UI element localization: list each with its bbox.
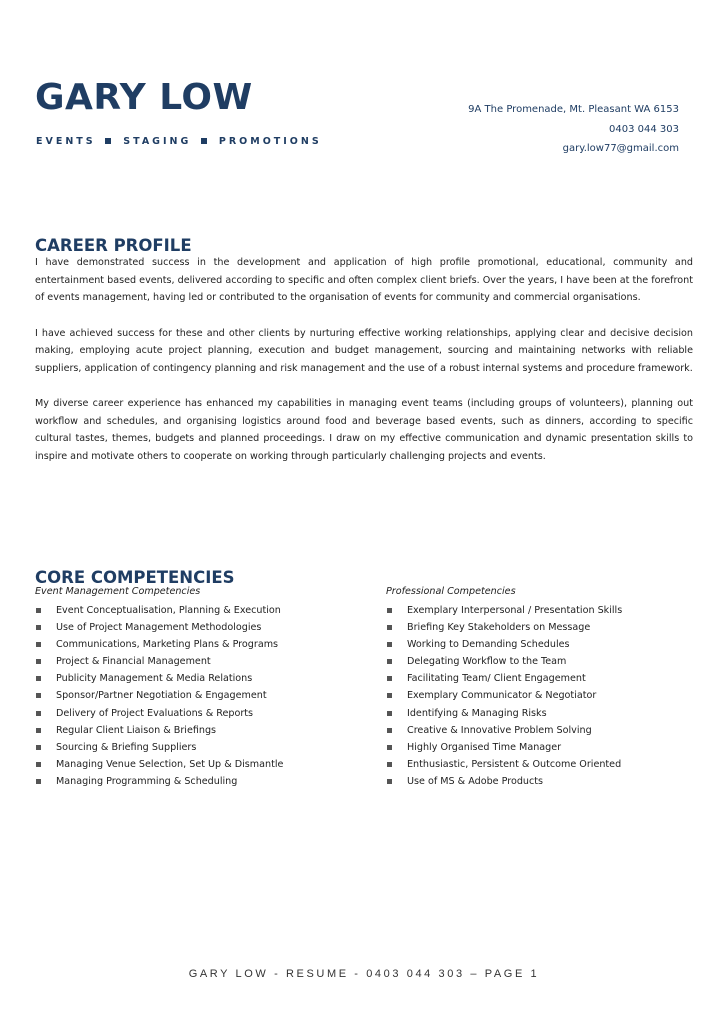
core-competencies-heading: CORE COMPETENCIES xyxy=(35,568,235,587)
square-bullet-icon xyxy=(387,608,392,613)
list-item xyxy=(35,705,365,722)
list-item xyxy=(35,619,365,636)
list-item xyxy=(35,602,365,619)
list-item xyxy=(35,670,365,687)
square-bullet-icon xyxy=(36,779,41,784)
list-item xyxy=(35,636,365,653)
list-item xyxy=(386,636,706,653)
tagline-item: STAGING xyxy=(123,136,192,147)
list-item-text: Highly Organised Time Manager xyxy=(407,741,562,753)
event-competencies-column xyxy=(35,584,365,790)
square-bullet-icon xyxy=(36,625,41,630)
career-profile-body xyxy=(35,254,693,483)
square-bullet-icon xyxy=(105,138,111,144)
list-item-text: Exemplary Interpersonal / Presentation Skills xyxy=(407,605,623,616)
contact-address: 9A The Promenade, Mt. Pleasant WA 6153 xyxy=(468,104,679,115)
square-bullet-icon xyxy=(387,693,392,698)
list-item-text: Managing Venue Selection, Set Up & Dismantle xyxy=(56,758,284,770)
square-bullet-icon xyxy=(387,728,392,733)
event-competencies-heading: Event Management Competencies xyxy=(35,586,201,597)
list-item-text: Creative & Innovative Problem Solving xyxy=(407,724,592,736)
list-item-text: Project & Financial Management xyxy=(56,656,211,668)
square-bullet-icon xyxy=(36,676,41,681)
professional-competencies-column xyxy=(386,584,706,790)
list-item xyxy=(35,722,365,739)
square-bullet-icon xyxy=(387,625,392,630)
square-bullet-icon xyxy=(36,745,41,750)
square-bullet-icon xyxy=(387,711,392,716)
list-item xyxy=(35,687,365,704)
list-item-text: Identifying & Managing Risks xyxy=(407,707,547,719)
event-competencies-list xyxy=(35,602,365,790)
list-item xyxy=(386,653,706,670)
list-item xyxy=(386,705,706,722)
square-bullet-icon xyxy=(36,728,41,733)
contact-email: gary.low77@gmail.com xyxy=(562,143,679,154)
list-item-text: Delivery of Project Evaluations & Reports xyxy=(56,707,254,719)
list-item-text: Use of Project Management Methodologies xyxy=(56,622,262,634)
professional-competencies-heading: Professional Competencies xyxy=(386,586,516,597)
list-item xyxy=(35,773,365,790)
list-item xyxy=(386,619,706,636)
square-bullet-icon xyxy=(36,642,41,647)
list-item xyxy=(386,722,706,739)
list-item xyxy=(35,756,365,773)
list-item xyxy=(386,773,706,790)
list-item xyxy=(386,687,706,704)
square-bullet-icon xyxy=(387,779,392,784)
square-bullet-icon xyxy=(387,762,392,767)
square-bullet-icon xyxy=(36,711,41,716)
candidate-name: GARY LOW xyxy=(35,77,253,118)
tagline-item: EVENTS xyxy=(36,136,96,147)
profile-paragraph: My diverse career experience has enhanced my capabilities in managing event teams (including groups of volunteers), planning out workflow and schedules, and organising logistics around food and beverage based events, such as dinners, according to specific cultural tastes, themes, budgets and planned proceedings. I draw on my effective communication and dynamic presentation skills to inspire and motivate others to cooperate on working through particularly challenging projects and events. xyxy=(35,398,693,462)
profile-paragraph: I have achieved success for these and other clients by nurturing effective working relationships, applying clear and decisive decision making, employing acute project planning, execution and budget management, sourcing and maintaining networks with reliable suppliers, application of contingency planning and risk management and the use of a robust internal systems and procedure framework. xyxy=(35,327,693,374)
list-item-text: Managing Programming & Scheduling xyxy=(56,775,238,787)
list-item-text: Delegating Workflow to the Team xyxy=(407,656,567,668)
list-item xyxy=(386,670,706,687)
list-item-text: Publicity Management & Media Relations xyxy=(56,673,253,685)
square-bullet-icon xyxy=(201,138,207,144)
career-profile-heading: CAREER PROFILE xyxy=(35,236,192,255)
list-item xyxy=(386,602,706,619)
square-bullet-icon xyxy=(36,659,41,664)
list-item-text: Regular Client Liaison & Briefings xyxy=(56,724,217,736)
tagline-item: PROMOTIONS xyxy=(218,136,322,147)
list-item-text: Briefing Key Stakeholders on Message xyxy=(407,622,591,634)
list-item-text: Sourcing & Briefing Suppliers xyxy=(56,741,197,753)
professional-competencies-list xyxy=(386,602,706,790)
list-item-text: Exemplary Communicator & Negotiator xyxy=(407,690,597,702)
list-item-text: Use of MS & Adobe Products xyxy=(407,775,544,787)
contact-phone: 0403 044 303 xyxy=(609,123,679,135)
list-item-text: Enthusiastic, Persistent & Outcome Oriented xyxy=(407,758,622,770)
square-bullet-icon xyxy=(36,762,41,767)
list-item-text: Communications, Marketing Plans & Programs xyxy=(56,639,279,651)
square-bullet-icon xyxy=(36,693,41,698)
contact-block xyxy=(468,100,679,159)
list-item-text: Event Conceptualisation, Planning & Execution xyxy=(56,605,281,616)
square-bullet-icon xyxy=(387,745,392,750)
square-bullet-icon xyxy=(387,676,392,681)
square-bullet-icon xyxy=(387,659,392,664)
profile-paragraph: I have demonstrated success in the development and application of high profile promotional, educational, community and entertainment based events, delivered according to specific and often complex client briefs. Over the years, I have been at the forefront of events management, having led or contributed to the organisation of events for community and commercial organisations. xyxy=(35,257,693,303)
square-bullet-icon xyxy=(36,608,41,613)
list-item xyxy=(386,739,706,756)
list-item xyxy=(386,756,706,773)
list-item xyxy=(35,653,365,670)
square-bullet-icon xyxy=(387,642,392,647)
list-item-text: Facilitating Team/ Client Engagement xyxy=(407,673,586,685)
page-footer: GARY LOW - RESUME - 0403 044 303 – PAGE 1 xyxy=(188,968,540,980)
list-item-text: Working to Demanding Schedules xyxy=(407,639,570,651)
list-item-text: Sponsor/Partner Negotiation & Engagement xyxy=(56,690,267,702)
tagline xyxy=(36,135,322,149)
list-item xyxy=(35,739,365,756)
